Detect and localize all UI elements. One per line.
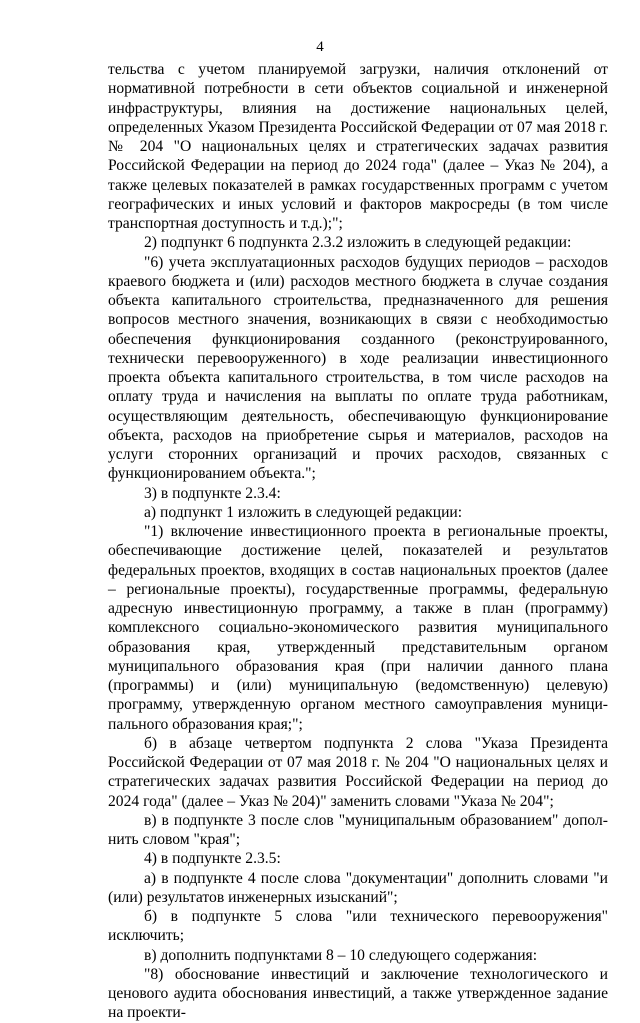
paragraph: 4) в подпункте 2.3.5: [144,850,281,868]
page-number: 4 [316,39,324,55]
paragraph: а) в подпункте 4 после слова "документации" дополнить словами "и (или) результатов инженерных изысканий"; [108,869,608,906]
paragraph: 2) подпункт 6 подпункта 2.3.2 изложить в следующей редакции: [144,234,572,252]
document-body [108,60,608,1023]
paragraph-continued: тельства с учетом планируемой загрузки, наличия отклонений от нормативной потребности в сети объектов социальной и инженерной инфраструктуры, влияния на достижение национальных целей, определенных Указом Президента Российской Федерации от 07 мая 2018 г. № 204 "О национальных целях и стратегических задачах развития Российской Федерации на период до 2024 года" (далее – Указ № 204), а также целевых показателей в рамках государственных программ с учетом географических и иных условий и факторов макросреды (в том числе транспортная доступность и т.д.);"; [108,61,608,232]
paragraph: в) в подпункте 3 после слов "муниципальным образованием" дополнить словом "края"; [108,811,608,848]
paragraph: 3) в подпункте 2.3.4: [144,484,281,502]
paragraph: в) дополнить подпунктами 8 – 10 следующего содержания: [144,946,538,964]
paragraph: "6) учета эксплуатационных расходов будущих периодов – расходов краевого бюджета и (или) расходов местного бюджета в случае создания объекта капитального строительства, предназначенного для решения вопросов местного значения, возникающих в связи с необходимостью обеспечения функционирования созданного (реконструированного, технически перевооруженного) в ходе реализации инвестиционного проекта объекта капитального строительства, в том числе расходов на оплату труда и начисления на выплаты по оплате труда работникам, осуществляющим деятельность, обеспечивающую функционирование объекта, расходов на приобретение сырья и материалов, расходов на услуги сторонних организаций и прочих расходов, связанных с функционированием объекта."; [108,253,608,483]
paragraph: б) в подпункте 5 слова "или технического перевооружения" исключить; [108,908,608,945]
paragraph: а) подпункт 1 изложить в следующей редакции: [144,503,463,521]
paragraph: "1) включение инвестиционного проекта в региональные проекты, обеспечивающие достижение целей, показателей и результатов федеральных проектов, входящих в состав национальных проектов (далее – региональные проекты), государственные программы, федеральную адресную инвестиционную программу, а также в план (программу) комплексного социально-экономического развития муниципального образования края, утвержденный представительным органом муниципального образования края (при наличии данного плана (программы) и (или) муниципальную (ведомственную) целевую) программу, утвержденную органом местного самоуправления муниципального образования края;"; [108,523,608,733]
paragraph: "8) обоснование инвестиций и заключение технологического и ценового аудита обоснования инвестиций, а также утвержденное задание на проекти- [108,965,608,1022]
paragraph: б) в абзаце четвертом подпункта 2 слова "Указа Президента Российской Федерации от 07 мая 2018 г. № 204 "О национальных целях и стратегических задачах развития Российской Федерации на период до 2024 года" (далее – Указ № 204)" заменить словами "Указа № 204"; [108,734,608,810]
